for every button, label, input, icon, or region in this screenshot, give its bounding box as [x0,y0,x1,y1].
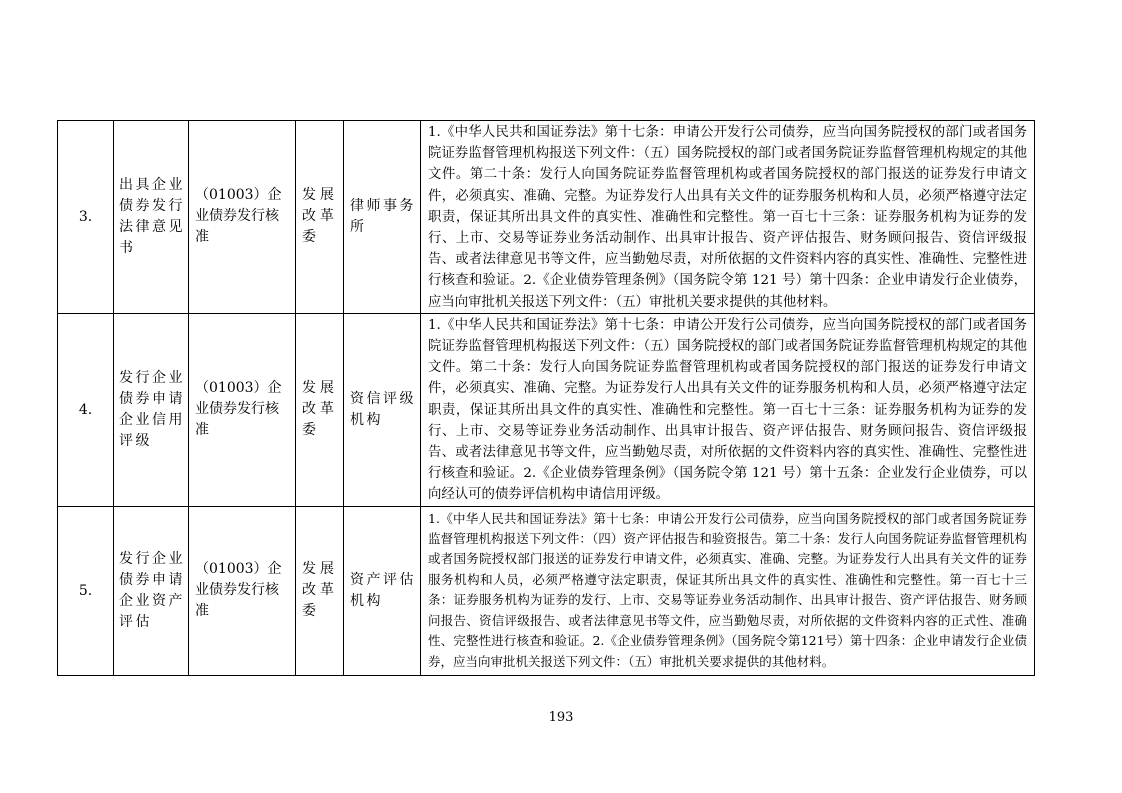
page-number: 193 [548,710,574,725]
approval-category: （01003）企业债券发行核准 [189,313,296,506]
approval-category: （01003）企业债券发行核准 [189,121,296,314]
item-name: 发行企业债券申请企业信用评级 [114,313,189,506]
row-number: 4. [58,313,114,506]
department: 发展改革委 [296,121,344,314]
service-provider: 律师事务所 [344,121,421,314]
department: 发展改革委 [296,506,344,675]
item-name: 出具企业债券发行法律意见书 [114,121,189,314]
department: 发展改革委 [296,313,344,506]
legal-basis: 1.《中华人民共和国证券法》第十七条：申请公开发行公司债券，应当向国务院授权的部门或者国务院证券监督管理机构报送下列文件：（四）资产评估报告和验资报告。第二十条：发行人向国务院证券监督管理机构或者国务院授权部门报送的证券发行申请文件，必须真实、准确、完整。为证券发行人出具有关文件的证券服务机构和人员，必须严格遵守法定职责，保证其所出具文件的真实性、准确性和完整性。第一百七十三条：证券服务机构为证券的发行、上市、交易等证券业务活动制作、出具审计报告、资产评估报告、财务顾问报告、资信评级报告、或者法律意见书等文件，应当勤勉尽责，对所依据的文件资料内容的正式性、准确性、完整性进行核查和验证。2.《企业债券管理条例》（国务院令第121号）第十四条：企业申请发行企业债券，应当向审批机关报送下列文件：（五）审批机关要求提供的其他材料。 [421,506,1035,675]
table-row [58,313,1035,506]
item-name: 发行企业债券申请企业资产评估 [114,506,189,675]
row-number: 3. [58,121,114,314]
table-row [58,121,1035,314]
service-provider: 资产评估机构 [344,506,421,675]
legal-basis: 1.《中华人民共和国证券法》第十七条：申请公开发行公司债券，应当向国务院授权的部门或者国务院证券监督管理机构报送下列文件：（五）国务院授权的部门或者国务院证券监督管理机构规定的其他文件。第二十条：发行人向国务院证券监督管理机构或者国务院授权的部门报送的证券发行申请文件，必须真实、准确、完整。为证券发行人出具有关文件的证券服务机构和人员，必须严格遵守法定职责，保证其所出具文件的真实性、准确性和完整性。第一百七十三条：证券服务机构为证券的发行、上市、交易等证券业务活动制作、出具审计报告、资产评估报告、财务顾问报告、资信评级报告、或者法律意见书等文件，应当勤勉尽责，对所依据的文件资料内容的真实性、准确性、完整性进行核查和验证。2.《企业债券管理条例》（国务院令第 121 号）第十四条：企业申请发行企业债券，应当向审批机关报送下列文件：（五）审批机关要求提供的其他材料。 [421,121,1035,314]
table-row [58,506,1035,675]
service-provider: 资信评级机构 [344,313,421,506]
service-items-table [57,120,1035,676]
legal-basis: 1.《中华人民共和国证券法》第十七条：申请公开发行公司债券，应当向国务院授权的部门或者国务院证券监督管理机构报送下列文件：（五）国务院授权的部门或者国务院证券监督管理机构规定的其他文件。第二十条：发行人向国务院证券监督管理机构或者国务院授权的部门报送的证券发行申请文件，必须真实、准确、完整。为证券发行人出具有关文件的证券服务机构和人员，必须严格遵守法定职责，保证其所出具文件的真实性、准确性和完整性。第一百七十三条：证券服务机构为证券的发行、上市、交易等证券业务活动制作、出具审计报告、资产评估报告、财务顾问报告、资信评级报告、或者法律意见书等文件，应当勤勉尽责，对所依据的文件资料内容的真实性、准确性、完整性进行核查和验证。2.《企业债券管理条例》（国务院令第 121 号）第十五条：企业发行企业债券，可以向经认可的债券评信机构申请信用评级。 [421,313,1035,506]
approval-category: （01003）企业债券发行核准 [189,506,296,675]
row-number: 5. [58,506,114,675]
